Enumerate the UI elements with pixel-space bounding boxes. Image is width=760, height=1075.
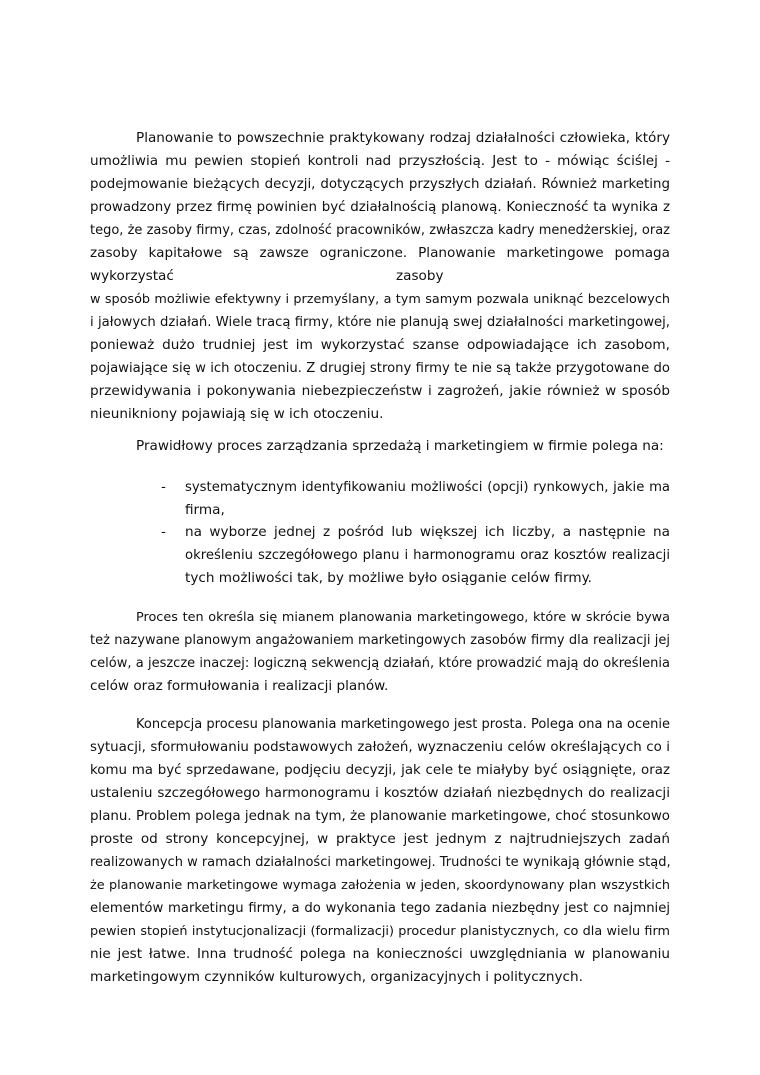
text-fragment: wykorzystać (90, 268, 174, 284)
text-line: ponieważ dużo trudniej jest im wykorzystać szanse odpowiadające ich zasobom, (90, 337, 670, 353)
dash-bullet-icon: - (161, 479, 166, 495)
text-line: pewien stopień instytucjonalizacji (formalizacji) procedur planistycznych, co dla wielu firm (90, 924, 670, 939)
text-line: marketingowym czynników kulturowych, organizacyjnych i politycznych. (90, 969, 583, 985)
text-line: sytuacji, sformułowaniu podstawowych założeń, wyznaczeniu celów określających co i (90, 740, 670, 755)
text-line: celów oraz formułowania i realizacji planów. (90, 678, 389, 694)
text-line: elementów marketingu firmy, a do wykonania tego zadania niezbędny jest co najmniej (90, 901, 670, 916)
text-line: nie jest łatwe. Inna trudność polega na konieczności uwzględniania w planowaniu (90, 946, 670, 962)
text-line: na wyborze jednej z pośród lub większej ich liczby, a następnie na (185, 524, 670, 540)
text-line: w sposób możliwie efektywny i przemyślany, a tym samym pozwala uniknąć bezcelowych (90, 292, 670, 307)
text-line: nieunikniony pojawiają się w ich otoczeniu. (90, 406, 384, 422)
text-line: Proces ten określa się mianem planowania marketingowego, które w skrócie bywa (136, 610, 670, 625)
text-line-split (90, 265, 670, 288)
text-line: ustaleniu szczegółowego harmonogramu i kosztów działań niezbędnych do realizacji (90, 785, 670, 801)
text-line: też nazywane planowym angażowaniem marketingowych zasobów firmy dla realizacji jej (90, 633, 670, 648)
text-line: firma, (185, 502, 225, 518)
text-line: realizowanych w ramach działalności marketingowej. Trudności te wynikają głównie stąd, (90, 855, 671, 870)
text-fragment: zasoby (396, 268, 444, 284)
text-line: że planowanie marketingowe wymaga założenia w jeden, skoordynowany plan wszystkich (90, 878, 670, 893)
text-line: i jałowych działań. Wiele tracą firmy, które nie planują swej działalności marketingowej, (90, 315, 670, 330)
text-line: podejmowanie bieżących decyzji, dotyczących przyszłych działań. Również marketing (90, 177, 670, 192)
text-line: komu ma być sprzedawane, podjęciu decyzji, jak cele te miałyby być osiągnięte, oraz (90, 763, 670, 778)
text-line: zasoby kapitałowe są zawsze ograniczone. Planowanie marketingowe pomaga (90, 245, 670, 261)
text-line: umożliwia mu pewien stopień kontroli nad przyszłością. Jest to - mówiąc ściślej - (90, 153, 670, 169)
text-line: planu. Problem polega jednak na tym, że planowanie marketingowe, choć stosunkowo (90, 809, 670, 824)
text-line: pojawiające się w ich otoczeniu. Z drugiej strony firmy te nie są także przygotowane do (90, 361, 670, 376)
text-line: celów, a jeszcze inaczej: logiczną sekwencją działań, które prowadzić mają do określenia (90, 656, 670, 671)
text-line: prowadzony przez firmę powinien być działalnością planową. Konieczność ta wynika z (90, 200, 670, 215)
text-line: Prawidłowy proces zarządzania sprzedażą i marketingiem w firmie polega na: (136, 438, 664, 454)
text-line: przewidywania i pokonywania niebezpieczeństw i zagrożeń, jakie również w sposób (90, 383, 670, 399)
text-line: określeniu szczegółowego planu i harmonogramu oraz kosztów realizacji (185, 548, 670, 563)
text-line: tych możliwości tak, by możliwe było osiąganie celów firmy. (185, 570, 593, 586)
text-line: Planowanie to powszechnie praktykowany rodzaj działalności człowieka, który (136, 130, 670, 146)
dash-bullet-icon: - (161, 524, 166, 540)
text-line: systematycznym identyfikowaniu możliwości (opcji) rynkowych, jakie ma (185, 480, 670, 495)
text-line: tego, że zasoby firmy, czas, zdolność pracowników, zwłaszcza kadry menedżerskiej, oraz (90, 223, 670, 238)
text-line: proste od strony koncepcyjnej, w praktyce jest jednym z najtrudniejszych zadań (90, 831, 670, 847)
text-line: Koncepcja procesu planowania marketingowego jest prosta. Polega ona na ocenie (136, 717, 670, 732)
